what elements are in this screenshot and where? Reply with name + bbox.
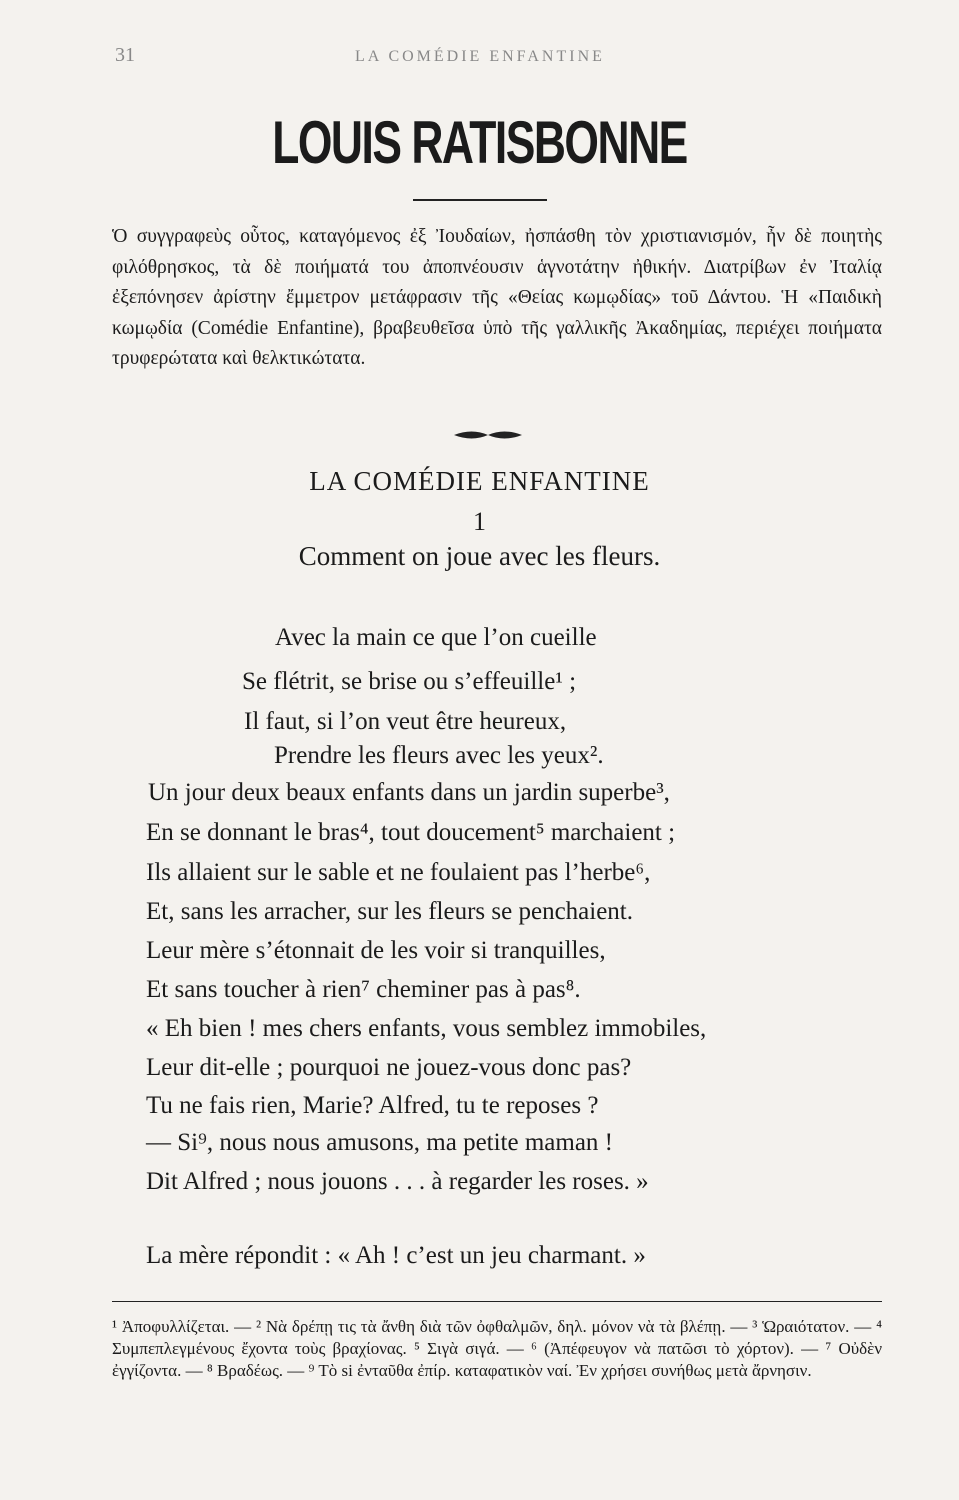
verse-line: Avec la main ce que l’on cueille [275,624,597,651]
verse-line: Il faut, si l’on veut être heureux, [244,708,567,735]
verse-line: Un jour deux beaux enfants dans un jardin superbe³, [148,779,670,806]
verse-line: Prendre les fleurs avec les yeux². [274,742,604,769]
verse-line: Leur mère s’étonnait de les voir si tranquilles, [146,937,606,964]
poem-subtitle: Comment on joue avec les fleurs. [298,541,661,571]
poem-title: LA COMÉDIE ENFANTINE [309,466,650,496]
page-number: 31 [115,44,135,66]
verse-line: Dit Alfred ; nous jouons . . . à regarder les roses. » [146,1168,649,1195]
page-title: LOUIS RATISBONNE [272,109,687,176]
verse-line: Ils allaient sur le sable et ne foulaient pas l’herbe⁶, [146,859,651,886]
ornament-divider [452,427,524,443]
poem-number: 1 [473,507,486,536]
verse-line: — Si⁹, nous nous amusons, ma petite maman ! [146,1129,614,1156]
verse-line: Leur dit-elle ; pourquoi ne jouez-vous donc pas? [146,1054,632,1081]
title-rule [413,199,547,201]
footnote-rule [112,1301,882,1302]
verse-line: « Eh bien ! mes chers enfants, vous semblez immobiles, [146,1015,707,1042]
verse-line: La mère répondit : « Ah ! c’est un jeu charmant. » [146,1242,646,1269]
verse-line: Se flétrit, se brise ou s’effeuille¹ ; [242,668,577,695]
author-biography: Ὁ συγγραφεὺς οὗτος, καταγόμενος ἐξ Ἰουδαίων, ἠσπάσθη τὸν χριστιανισμόν, ἦν δὲ ποιητὴς φιλόθρησκος, τὰ δὲ ποιήματά του ἀποπνέουσιν ἁγνοτάτην ἠθικήν. Διατρίβων ἐν Ἰταλίᾳ ἐξεπόνησεν ἀρίστην ἔμμετρον μετάφρασιν τῆς «Θείας κωμῳδίας» τοῦ Δάντου. Ἡ «Παιδικὴ κωμῳδία (Comédie Enfantine), βραβευθεῖσα ὑπὸ τῆς γαλλικῆς Ἀκαδημίας, περιέχει ποιήματα τρυφερώτατα καὶ θελκτικώτατα. [112,226,882,369]
verse-line: En se donnant le bras⁴, tout doucement⁵ marchaient ; [146,819,676,846]
verse-line: Tu ne fais rien, Marie? Alfred, tu te reposes ? [146,1092,599,1119]
running-title: LA COMÉDIE ENFANTINE [355,48,605,65]
verse-line: Et sans toucher à rien⁷ cheminer pas à pas⁸. [146,976,581,1003]
running-header [115,40,855,70]
footnotes: ¹ Ἀποφυλλίζεται. — ² Νὰ δρέπῃ τις τὰ ἄνθη διὰ τῶν ὀφθαλμῶν, δηλ. μόνον νὰ τὰ βλέπῃ. — ³ Ὡραιότατον. — ⁴ Συμπεπλεγμένους ἔχοντα τοὺς βραχίονας. ⁵ Σιγὰ σιγά. — ⁶ (Ἀπέφευγον νὰ πατῶσι τὸ χόρτον). — ⁷ Οὐδὲν ἐγγίζοντα. — ⁸ Βραδέως. — ⁹ Τὸ si ἐνταῦθα ἐπίρ. καταφατικὸν ναί. Ἐν χρήσει συνήθως μετὰ ἄρνησιν. [112,1317,882,1380]
verse-line: Et, sans les arracher, sur les fleurs se penchaient. [146,898,633,925]
